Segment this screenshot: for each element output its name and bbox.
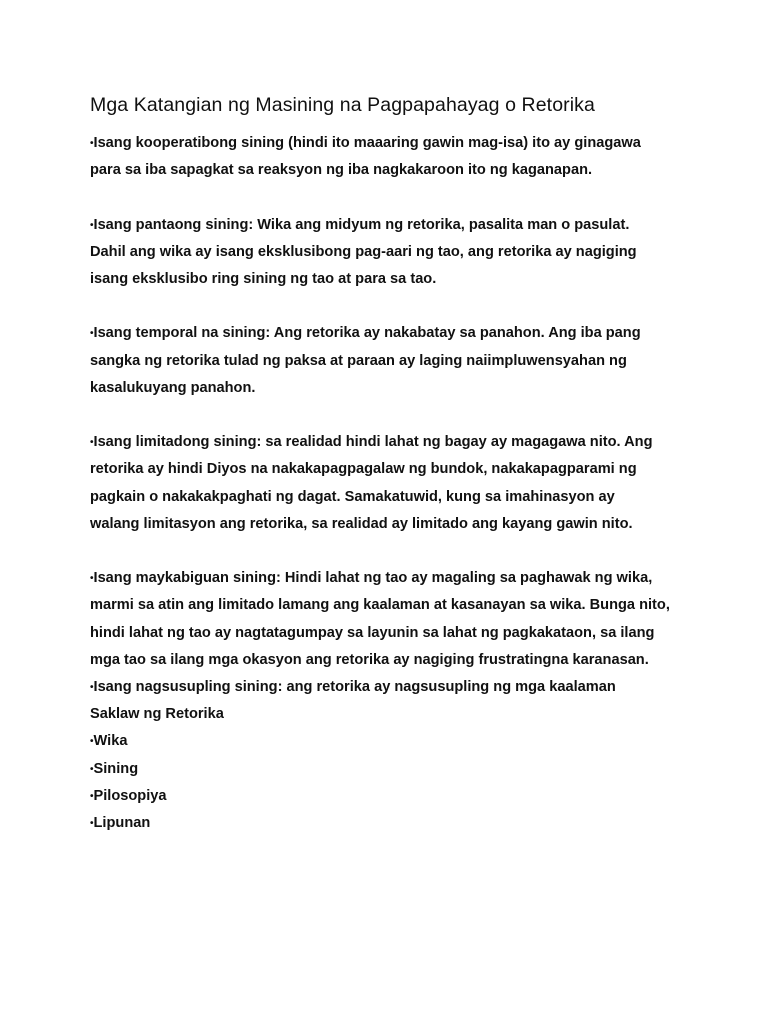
bullet-icon: • (90, 763, 94, 775)
list-item-text: Wika (93, 733, 128, 750)
spacer (90, 184, 730, 211)
paragraph-kooperatibong (90, 130, 668, 184)
list-item-text: Sining (93, 760, 139, 777)
paragraph-temporal (90, 320, 668, 402)
list-item-text: Lipunan (93, 815, 151, 832)
bullet-icon: • (90, 818, 94, 830)
paragraph-pantaong (90, 212, 668, 294)
list-item (90, 756, 730, 783)
paragraph-text: Isang pantaong sining: Wika ang midyum ng retorika, pasalita man o pasulat. Dahil ang wika ay isang eksklusibong pag-aari ng tao, ang retorika ay nagiging isang eksklusibo ring sining ng tao at para sa tao. (90, 216, 637, 287)
paragraph-text: Isang nagsusupling sining: ang retorika ay nagsusupling ng mga kaalaman (93, 679, 616, 695)
bullet-icon: • (90, 328, 94, 340)
list-item (90, 728, 730, 755)
list-item-text: Pilosopiya (93, 787, 167, 804)
bullet-icon: • (90, 736, 94, 748)
bullet-icon: • (90, 573, 94, 585)
list-item (90, 810, 730, 837)
paragraph-limitadong (90, 429, 668, 538)
paragraph-text: Isang maykabiguan sining: Hindi lahat ng tao ay magaling sa paghawak ng wika, marmi sa atin ang limitado lamang ang kaalaman at kasanayan sa wika. Bunga nito, hindi lahat ng tao ay nagtatagumpay sa layunin sa lahat ng pagkakataon, sa ilang mga tao sa ilang mga okasyon ang retorika ay nagiging frustratingna karanasan. (90, 570, 670, 668)
bullet-icon: • (90, 437, 94, 449)
bullet-icon: • (90, 790, 94, 802)
list-item (90, 783, 730, 810)
document-title: Mga Katangian ng Masining na Pagpapahayag o Retorika (90, 94, 595, 116)
paragraph-text: Isang kooperatibong sining (hindi ito maaaring gawin mag-isa) ito ay ginagawa para sa iba sapagkat sa reaksyon ng iba nagkakaroon ito ng kaganapan. (90, 135, 641, 179)
bullet-icon: • (90, 219, 94, 231)
paragraph-text: Isang temporal na sining: Ang retorika ay nakabatay sa panahon. Ang iba pang sangka ng retorika tulad ng paksa at paraan ay laging naiimpluwensyahan ng kasalukuyang panahon. (90, 325, 641, 396)
spacer (90, 293, 730, 320)
bullet-icon: • (90, 138, 94, 149)
paragraph-nagsusupling (90, 674, 730, 701)
section-subheading: Saklaw ng Retorika (90, 706, 224, 723)
paragraph-text: Isang limitadong sining: sa realidad hindi lahat ng bagay ay magagawa nito. Ang retorika ay hindi Diyos na nakakapagpagalaw ng bundok, nakakapagparami ng pagkain o nakakakpaghati ng dagat. Samakatuwid, kung sa imahinasyon ay walang limitasyon ang retorika, sa realidad ay limitado ang kayang gawin nito. (90, 434, 653, 532)
bullet-icon: • (90, 682, 94, 693)
spacer (90, 538, 730, 565)
paragraph-maykabiguan (90, 565, 680, 674)
spacer (90, 402, 730, 429)
document-page (90, 92, 730, 837)
